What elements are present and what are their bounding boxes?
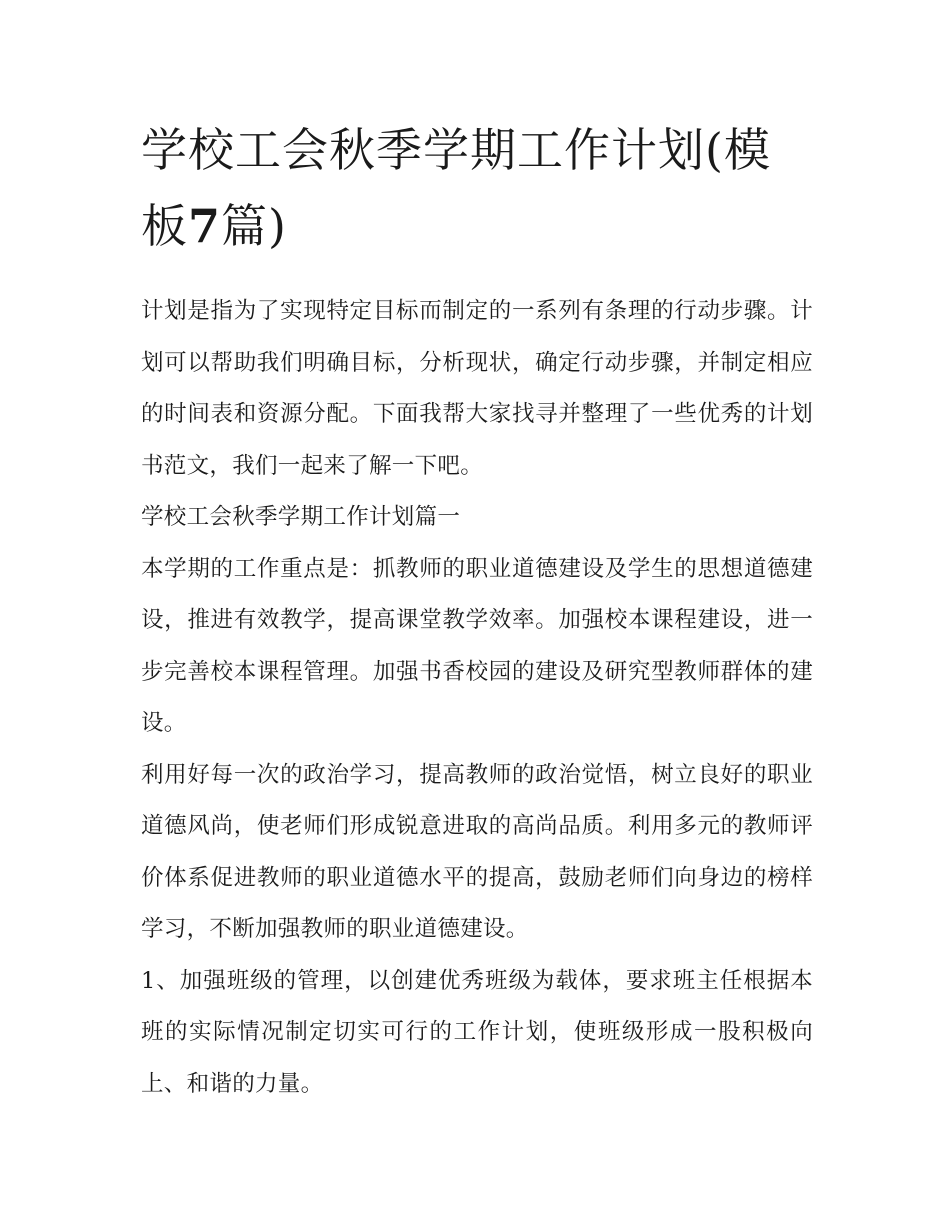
section-heading: 学校工会秋季学期工作计划篇一 [141,504,461,530]
intro-paragraph: 计划是指为了实现特定目标而制定的一系列有条理的行动步骤。计划可以帮助我们明确目标，分析现状，确定行动步骤，并制定相应的时间表和资源分配。下面我帮大家找寻并整理了一些优秀的计划书范文，我们一起来了解一下吧。 [141,298,813,479]
list-item: 1、加强班级的管理，以创建优秀班级为载体，要求班主任根据本班的实际情况制定切实可行的工作计划，使班级形成一股积极向上、和谐的力量。 [141,967,813,1097]
body-paragraph: 利用好每一次的政治学习，提高教师的政治觉悟，树立良好的职业道德风尚，使老师们形成锐意进取的高尚品质。利用多元的教师评价体系促进教师的职业道德水平的提高，鼓励老师们向身边的榜样学习，不断加强教师的职业道德建设。 [141,761,813,942]
document-page [141,112,813,1110]
document-title: 学校工会秋季学期工作计划(模板7篇) [141,123,771,253]
body-paragraph: 本学期的工作重点是：抓教师的职业道德建设及学生的思想道德建设，推进有效教学，提高课堂教学效率。加强校本课程建设，进一步完善校本课程管理。加强书香校园的建设及研究型教师群体的建设。 [141,555,813,736]
